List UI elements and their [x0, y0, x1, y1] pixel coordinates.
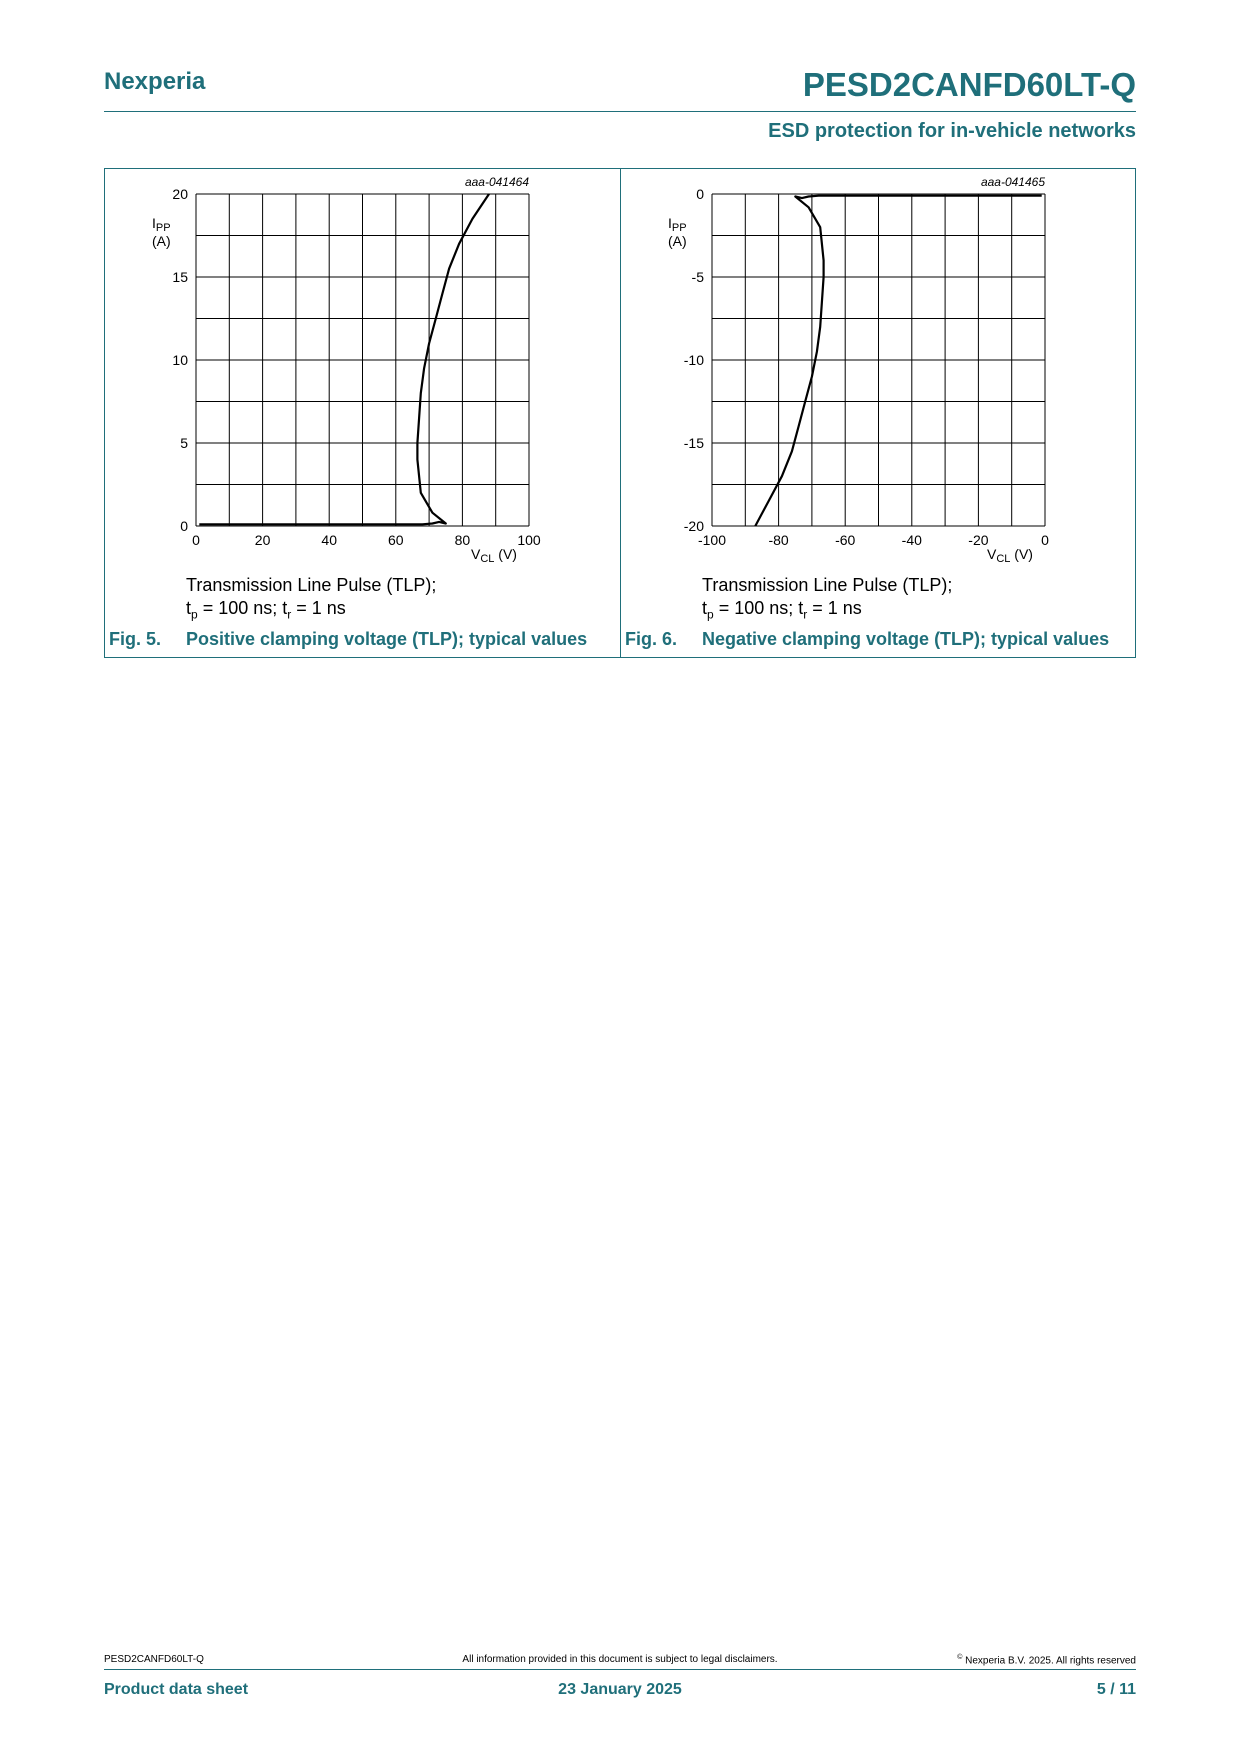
y-tick-label: 5 [180, 435, 188, 451]
series-line-tlp [199, 194, 489, 524]
x-tick-label: 80 [454, 532, 471, 548]
figure-6-caption [625, 629, 1109, 650]
footer-doc-type: Product data sheet [104, 1681, 249, 1698]
y-tick-label: 0 [180, 518, 188, 534]
figure-6-number: Fig. 6. [625, 629, 678, 649]
y-tick-label: 10 [172, 352, 188, 368]
x-axis-label [987, 546, 1033, 565]
y-tick-label: 0 [696, 186, 704, 202]
figure-5-note-line1: Transmission Line Pulse (TLP); [186, 575, 437, 595]
y-axis-subscript: PP [671, 222, 687, 234]
x-tick-label: 0 [192, 532, 200, 548]
figure-5-number: Fig. 5. [109, 629, 162, 649]
tp-symbol: t [186, 598, 192, 618]
figure-5-caption [109, 629, 587, 650]
part-number: PESD2CANFD60LT-Q [802, 66, 1136, 103]
tp-value: = 100 ns; t [713, 598, 804, 618]
x-axis-symbol: V [471, 546, 481, 562]
figure-6-note-line2 [702, 597, 952, 627]
figure-5-panel [105, 169, 621, 657]
tp-symbol: t [702, 598, 708, 618]
footer-disclaimer: All information provided in this document is subject to legal disclaimers. [462, 1654, 778, 1665]
header-divider [104, 111, 1136, 112]
footer-date: 23 January 2025 [558, 1681, 682, 1698]
positive-clamping-chart [105, 169, 621, 569]
x-tick-label: -100 [697, 532, 727, 548]
document-subtitle: ESD protection for in-vehicle networks [768, 120, 1136, 142]
y-tick-label: -20 [683, 518, 704, 534]
x-axis-subscript: CL [996, 553, 1011, 565]
tr-subscript: r [287, 607, 292, 622]
tp-value: = 100 ns; t [197, 598, 288, 618]
y-tick-label: 15 [172, 269, 188, 285]
tp-subscript: p [191, 607, 198, 622]
tr-subscript: r [803, 607, 808, 622]
footer-copyright [957, 1654, 1136, 1666]
copyright-text: Nexperia B.V. 2025. All rights reserved [962, 1655, 1136, 1667]
figure-frame [104, 168, 1136, 658]
x-axis-unit: (V) [494, 546, 517, 562]
negative-clamping-chart [621, 169, 1137, 569]
figure-5-note-line2 [186, 597, 436, 627]
y-axis-unit: (A) [668, 233, 687, 249]
footer-divider [104, 1669, 1136, 1670]
footer-page-number: 5 / 11 [1096, 1681, 1136, 1698]
figure-5-title: Positive clamping voltage (TLP); typical values [186, 629, 588, 649]
x-tick-label: -20 [968, 532, 989, 548]
figure-code: aaa-041464 [464, 175, 529, 189]
y-axis-symbol: I [668, 215, 672, 231]
y-axis-label [668, 215, 687, 234]
x-axis-subscript: CL [480, 553, 495, 565]
x-tick-label: -40 [901, 532, 922, 548]
y-axis-subscript: PP [155, 222, 171, 234]
x-tick-label: -80 [768, 532, 789, 548]
figure-6-note [702, 574, 952, 627]
figure-5-note [186, 574, 436, 627]
footer-doc-id: PESD2CANFD60LT-Q [104, 1654, 204, 1665]
y-tick-label: -10 [683, 352, 704, 368]
y-axis-symbol: I [152, 215, 156, 231]
x-tick-label: 40 [321, 532, 337, 548]
y-axis-unit: (A) [152, 233, 171, 249]
figure-6-panel [621, 169, 1137, 657]
figure-6-title: Negative clamping voltage (TLP); typical values [702, 629, 1110, 649]
x-tick-label: -60 [835, 532, 856, 548]
x-tick-label: 20 [254, 532, 271, 548]
series-line-tlp [755, 196, 1041, 526]
x-tick-label: 100 [517, 532, 541, 548]
y-axis-label [152, 215, 171, 234]
tp-subscript: p [707, 607, 714, 622]
x-tick-label: 60 [388, 532, 404, 548]
y-tick-label: -15 [683, 435, 704, 451]
x-axis-unit: (V) [1010, 546, 1033, 562]
copyright-mark: © [957, 1654, 963, 1661]
y-tick-label: 20 [172, 186, 188, 202]
tr-value: = 1 ns [291, 598, 346, 618]
brand-name: Nexperia [104, 68, 206, 95]
figure-code: aaa-041465 [980, 175, 1045, 189]
x-axis-symbol: V [987, 546, 997, 562]
x-tick-label: 0 [1041, 532, 1049, 548]
tr-value: = 1 ns [807, 598, 862, 618]
figure-6-note-line1: Transmission Line Pulse (TLP); [702, 575, 953, 595]
x-axis-label [471, 546, 517, 565]
y-tick-label: -5 [691, 269, 704, 285]
